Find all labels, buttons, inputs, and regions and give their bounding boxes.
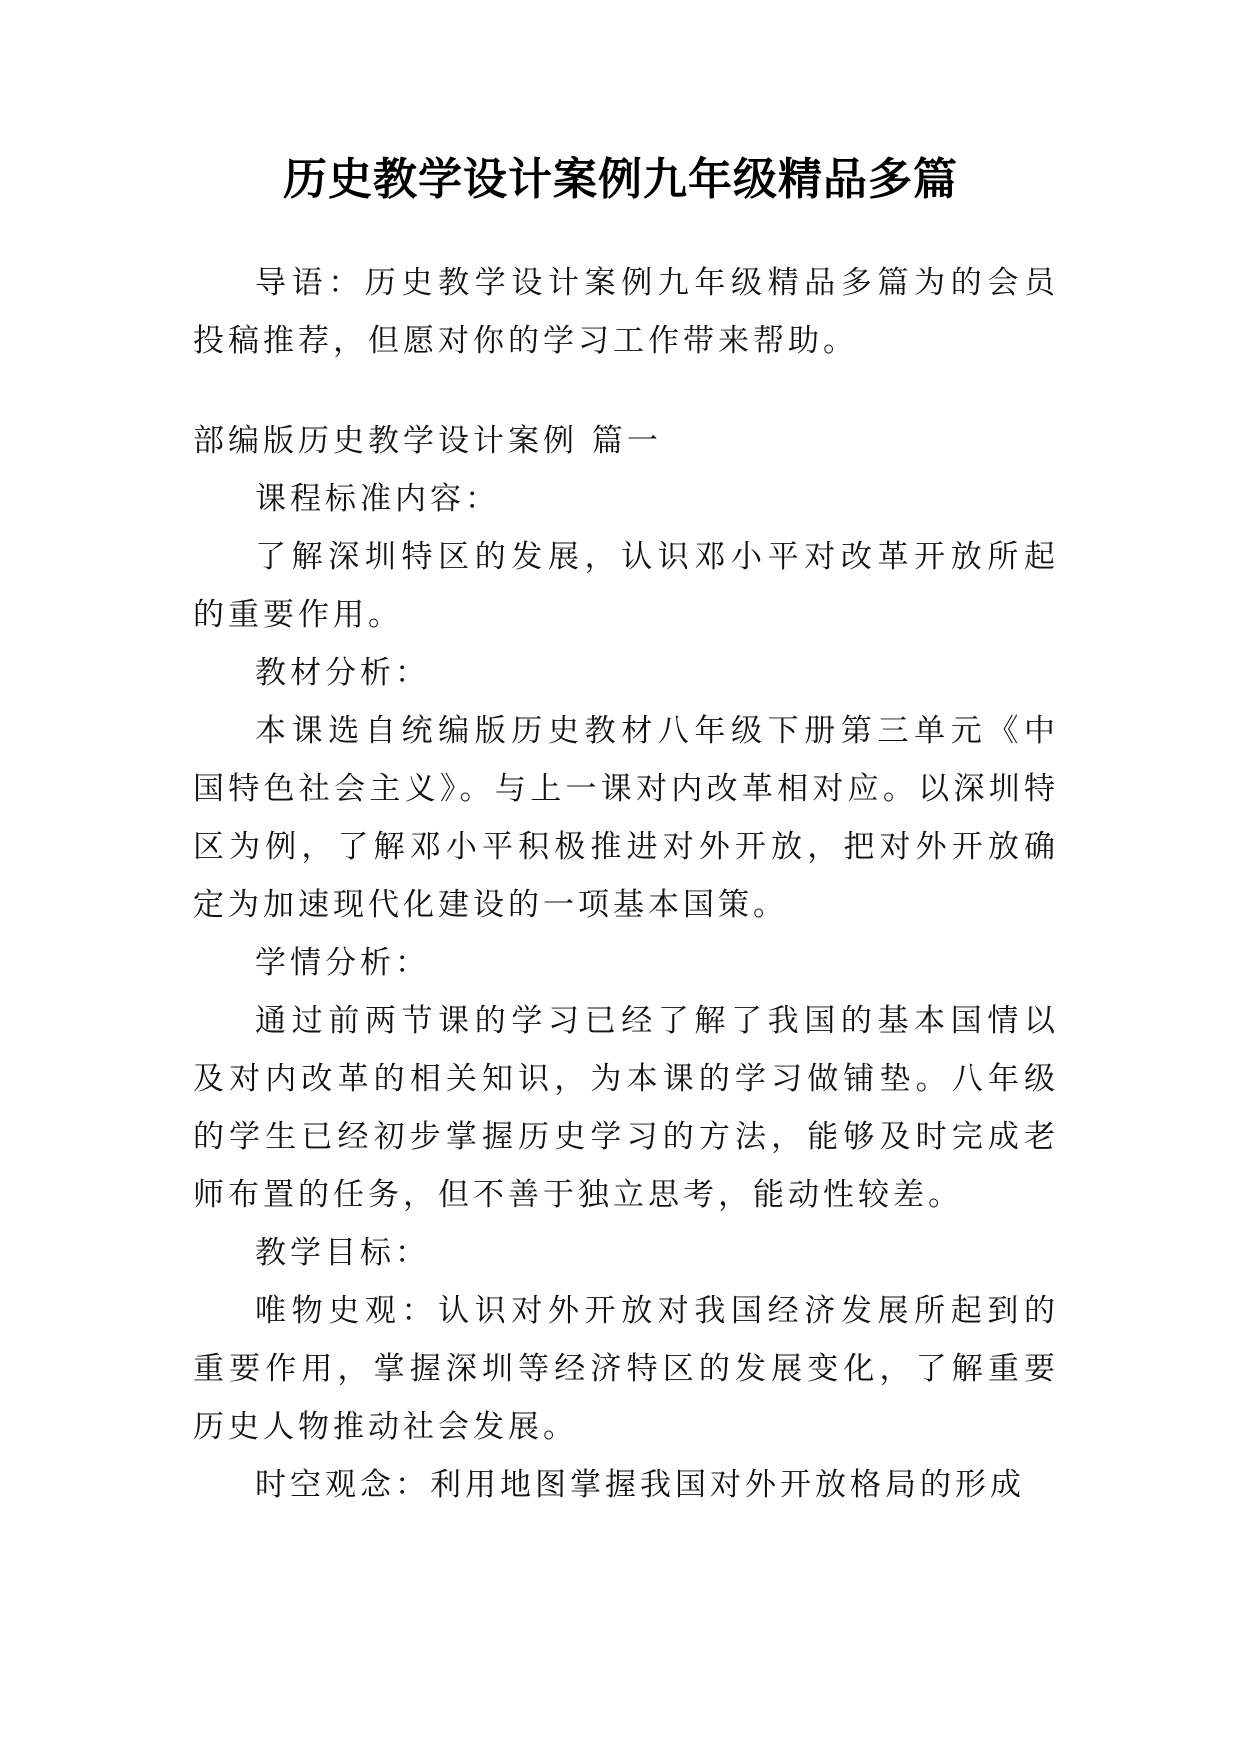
label-textbook-analysis: 教材分析： bbox=[255, 655, 430, 691]
document-body bbox=[193, 412, 1059, 1514]
paragraph-historical-materialism: 唯物史观：认识对外开放对我国经济发展所起到的重要作用，掌握深圳等经济特区的发展变化，了解重要历史人物推动社会发展。 bbox=[193, 1293, 1059, 1445]
intro-block bbox=[193, 254, 1059, 370]
paragraph-time-space-concept: 时空观念：利用地图掌握我国对外开放格局的形成 bbox=[255, 1467, 1025, 1503]
label-curriculum-standard: 课程标准内容： bbox=[255, 481, 500, 517]
paragraph-curriculum-content: 了解深圳特区的发展，认识邓小平对改革开放所起的重要作用。 bbox=[193, 539, 1059, 633]
label-student-analysis: 学情分析： bbox=[255, 945, 430, 981]
label-teaching-goals: 教学目标： bbox=[255, 1235, 430, 1271]
paragraph-textbook-analysis: 本课选自统编版历史教材八年级下册第三单元《中国特色社会主义》。与上一课对内改革相对应。以深圳特区为例，了解邓小平积极推进对外开放，把对外开放确定为加速现代化建设的一项基本国策。 bbox=[193, 713, 1059, 923]
section-heading: 部编版历史教学设计案例 篇一 bbox=[193, 423, 662, 459]
document-title: 历史教学设计案例九年级精品多篇 bbox=[283, 154, 958, 205]
intro-paragraph: 导语：历史教学设计案例九年级精品多篇为的会员投稿推荐，但愿对你的学习工作带来帮助。 bbox=[193, 265, 1059, 359]
paragraph-student-analysis: 通过前两节课的学习已经了解了我国的基本国情以及对内改革的相关知识，为本课的学习做铺垫。八年级的学生已经初步掌握历史学习的方法，能够及时完成老师布置的任务，但不善于独立思考，能动性较差。 bbox=[193, 1003, 1059, 1213]
